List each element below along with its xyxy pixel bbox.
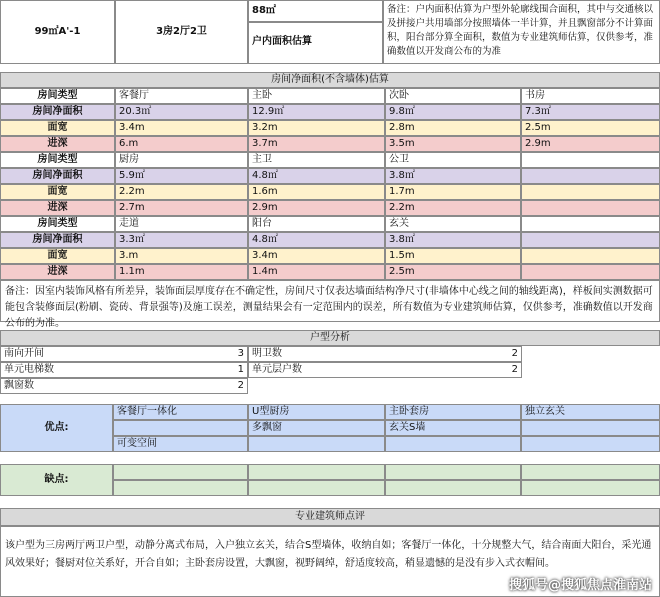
unit-layout: 3房2厅2卫 [115, 0, 248, 64]
room-area: 3.8㎡ [385, 168, 521, 184]
room-depth: 2.2m [385, 200, 521, 216]
room-area: 5.9㎡ [115, 168, 248, 184]
header-note: 备注：户内面积估算为户型外轮廓线围合面积，其中与交通核以及拼接户共用墙部分按照墙体一半计算，并且飘窗部分不计算面积，阳台部分算全面积，数值为专业建筑师估算，仅供参考，准确数值以开发商公布的为准 [383, 0, 660, 64]
analysis-value: 1 [200, 362, 248, 378]
analysis-value: 3 [200, 346, 248, 362]
room-name: 阳台 [248, 216, 385, 232]
pros-item [113, 420, 248, 436]
room-area: 4.8㎡ [248, 232, 385, 248]
room-depth [521, 200, 660, 216]
pros-item [385, 436, 521, 452]
room-name: 客餐厅 [115, 88, 248, 104]
room-area: 3.8㎡ [385, 232, 521, 248]
inner-area-label: 户内面积估算 [248, 22, 383, 64]
room-area: 20.3㎡ [115, 104, 248, 120]
room-area-label: 房间净面积 [0, 104, 115, 120]
analysis-value: 2 [474, 346, 522, 362]
cons-label: 缺点: [0, 464, 113, 496]
unit-area: 99㎡A'-1 [0, 0, 115, 64]
review-title: 专业建筑师点评 [0, 508, 660, 526]
room-width [521, 184, 660, 200]
room-depth: 2.9m [521, 136, 660, 152]
room-name [521, 152, 660, 168]
room-name: 次卧 [385, 88, 521, 104]
room-width: 2.5m [521, 120, 660, 136]
room-area [521, 168, 660, 184]
room-depth: 1.1m [115, 264, 248, 280]
pros-item: 独立玄关 [521, 404, 660, 420]
cons-item [385, 464, 521, 480]
cons-item [521, 480, 660, 496]
room-width-label: 面宽 [0, 120, 115, 136]
pros-label: 优点: [0, 404, 113, 452]
cons-item [113, 464, 248, 480]
pros-item: 客餐厅一体化 [113, 404, 248, 420]
room-width: 3.4m [248, 248, 385, 264]
analysis-label: 单元层户数 [248, 362, 522, 378]
analysis-value: 2 [474, 362, 522, 378]
room-type-label: 房间类型 [0, 216, 115, 232]
room-depth: 2.7m [115, 200, 248, 216]
room-width: 1.7m [385, 184, 521, 200]
review-text: 该户型为三房两厅两卫户型，动静分离式布局，入户独立玄关，结合S型墙体，收纳自如；客餐厅一体化，十分规整大气，结合南面大阳台，采光通风效果好；餐厨对位关系好，开合自如；主卧套房设置，大飘窗，视野阔绰，舒适度较高，稍显遗憾的是没有步入式衣帽间。 [0, 526, 660, 597]
room-area [521, 232, 660, 248]
room-depth: 6.m [115, 136, 248, 152]
room-width: 1.5m [385, 248, 521, 264]
pros-item: U型厨房 [248, 404, 385, 420]
cons-item [385, 480, 521, 496]
analysis-label: 南向开间 [0, 346, 248, 362]
room-width: 3.m [115, 248, 248, 264]
room-depth-label: 进深 [0, 264, 115, 280]
room-name: 公卫 [385, 152, 521, 168]
cons-item [113, 480, 248, 496]
room-area: 3.3㎡ [115, 232, 248, 248]
pros-item: 主卧套房 [385, 404, 521, 420]
room-depth: 1.4m [248, 264, 385, 280]
analysis-label: 飘窗数 [0, 378, 248, 394]
inner-area-value: 88㎡ [248, 0, 383, 22]
room-depth: 3.5m [385, 136, 521, 152]
room-depth: 2.9m [248, 200, 385, 216]
room-area-label: 房间净面积 [0, 168, 115, 184]
room-area: 7.3㎡ [521, 104, 660, 120]
pros-item [248, 436, 385, 452]
analysis-value: 2 [200, 378, 248, 394]
room-name: 主卧 [248, 88, 385, 104]
analysis-title: 户型分析 [0, 330, 660, 346]
room-width [521, 248, 660, 264]
cons-item [248, 480, 385, 496]
room-depth: 3.7m [248, 136, 385, 152]
room-width: 3.4m [115, 120, 248, 136]
room-depth [521, 264, 660, 280]
room-type-label: 房间类型 [0, 152, 115, 168]
room-width-label: 面宽 [0, 248, 115, 264]
room-section-title: 房间净面积(不含墙体)估算 [0, 72, 660, 88]
room-type-label: 房间类型 [0, 88, 115, 104]
room-name [521, 216, 660, 232]
room-name: 玄关 [385, 216, 521, 232]
room-width-label: 面宽 [0, 184, 115, 200]
room-width: 2.2m [115, 184, 248, 200]
room-name: 走道 [115, 216, 248, 232]
watermark: 搜狐号@搜狐焦点淮南站 [508, 578, 652, 593]
room-depth: 2.5m [385, 264, 521, 280]
cons-item [248, 464, 385, 480]
room-depth-label: 进深 [0, 136, 115, 152]
room-area: 12.9㎡ [248, 104, 385, 120]
room-area-label: 房间净面积 [0, 232, 115, 248]
analysis-label: 明卫数 [248, 346, 522, 362]
room-name: 书房 [521, 88, 660, 104]
room-area: 4.8㎡ [248, 168, 385, 184]
analysis-label: 单元电梯数 [0, 362, 248, 378]
pros-item [521, 420, 660, 436]
room-width: 3.2m [248, 120, 385, 136]
room-width: 2.8m [385, 120, 521, 136]
pros-item: 可变空间 [113, 436, 248, 452]
cons-item [521, 464, 660, 480]
room-depth-label: 进深 [0, 200, 115, 216]
pros-item: 玄关S墙 [385, 420, 521, 436]
room-width: 1.6m [248, 184, 385, 200]
room-name: 厨房 [115, 152, 248, 168]
pros-item [521, 436, 660, 452]
room-name: 主卫 [248, 152, 385, 168]
room-area: 9.8㎡ [385, 104, 521, 120]
pros-item: 多飘窗 [248, 420, 385, 436]
room-section-note: 备注：因室内装饰风格有所差异，装饰面层厚度存在不确定性，房间尺寸仅表达墙面结构净尺寸(非墙体中心线之间的轴线距离)，样板间实测数据可能包含装修面层(粉刷、瓷砖、背景强等)及施工误差，测量结果会有一定范围内的误差，所有数值为专业建筑师估算，仅供参考，准确数值以开发商公布的为准。 [0, 280, 660, 322]
